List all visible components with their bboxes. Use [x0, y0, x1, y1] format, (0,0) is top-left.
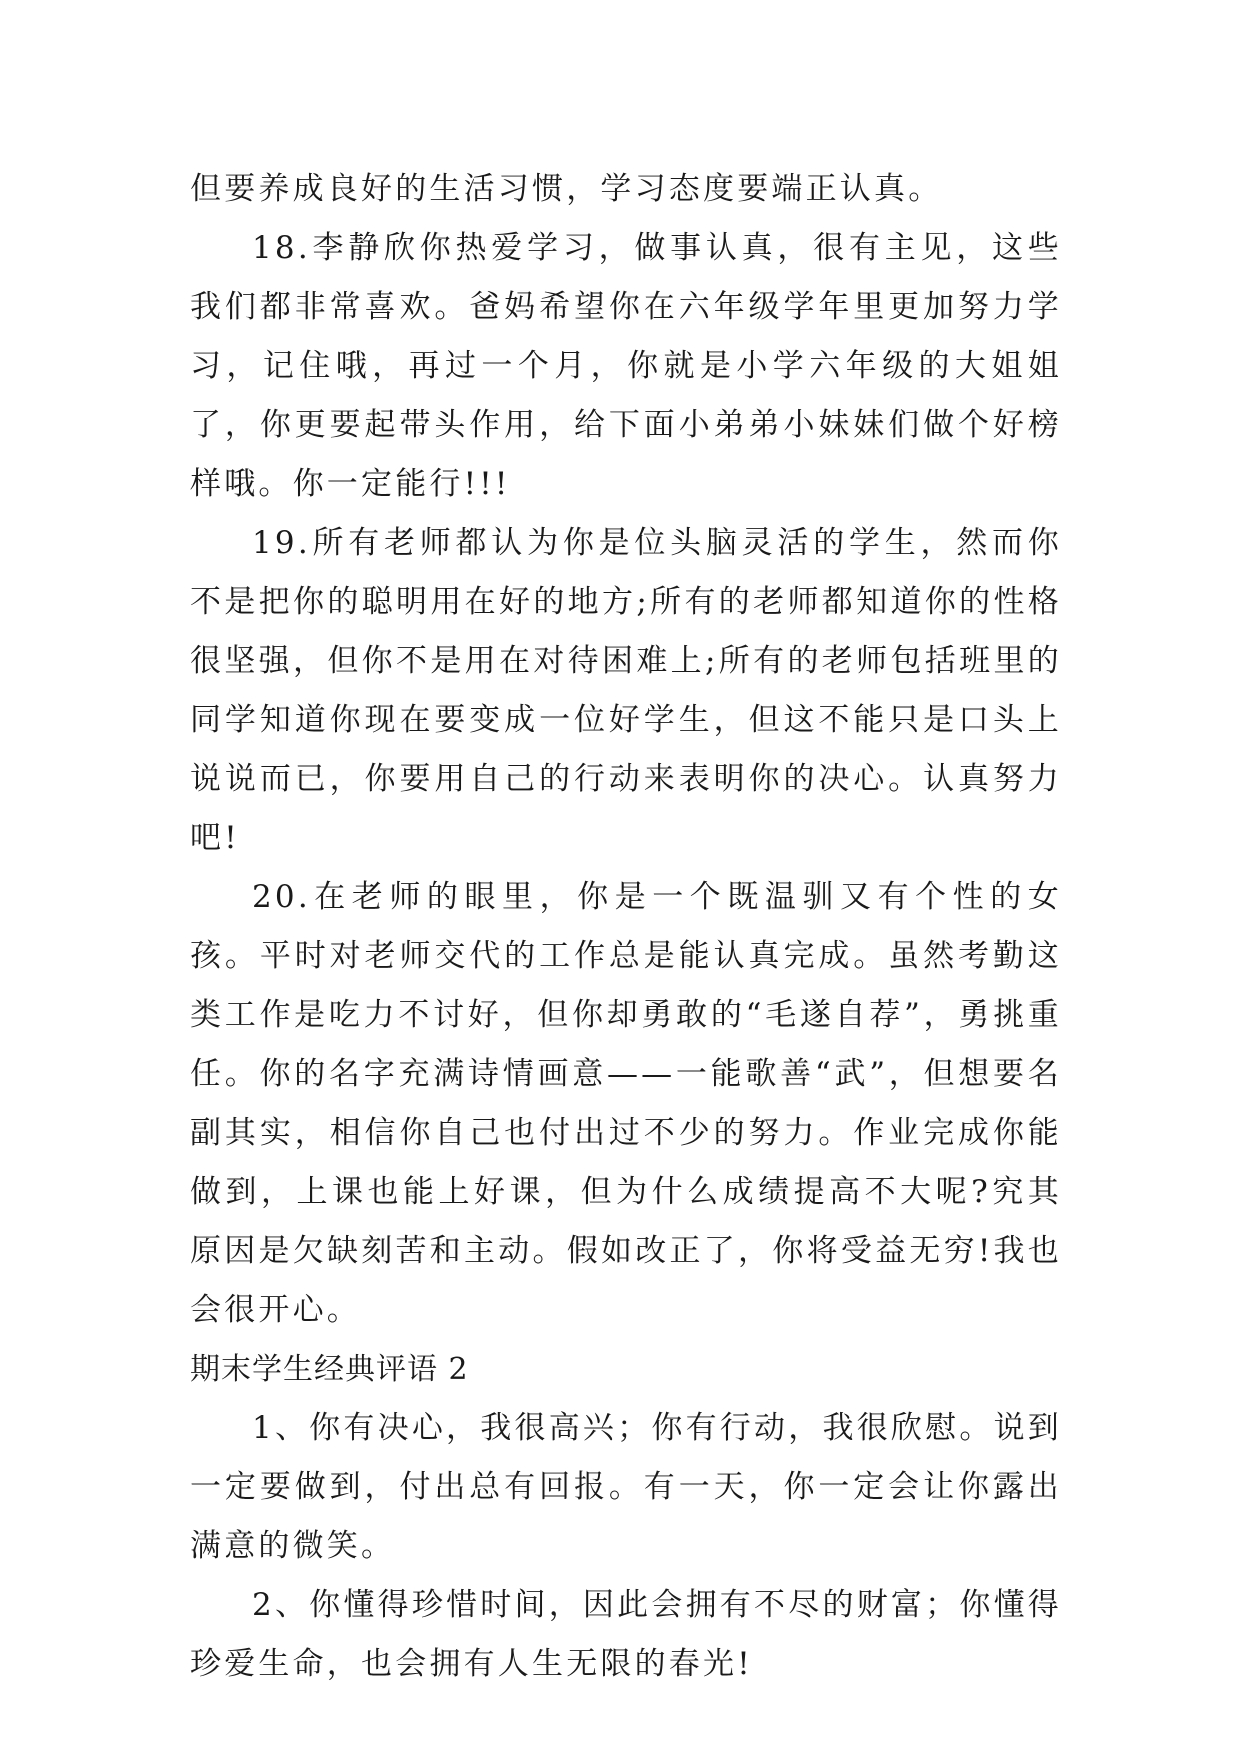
section-heading: 期末学生经典评语 2 — [190, 1352, 469, 1387]
paragraph-comment-1: 1、你有决心，我很高兴；你有行动，我很欣慰。说到一定要做到，付出总有回报。有一天，你一定会让你露出满意的微笑。 — [190, 1410, 1062, 1564]
paragraph-comment-20: 20.在老师的眼里，你是一个既温驯又有个性的女孩。平时对老师交代的工作总是能认真完成。虽然考勤这类工作是吃力不讨好，但你却勇敢的“毛遂自荐”，勇挑重任。你的名字充满诗情画意——一能歌善“武”，但想要名副其实，相信你自己也付出过不少的努力。作业完成你能做到，上课也能上好课，但为什么成绩提高不大呢?究其原因是欠缺刻苦和主动。假如改正了，你将受益无穷!我也会很开心。 — [190, 879, 1062, 1328]
document-body — [190, 160, 1062, 1694]
paragraph-comment-2: 2、你懂得珍惜时间，因此会拥有不尽的财富；你懂得珍爱生命，也会拥有人生无限的春光! — [190, 1587, 1062, 1682]
paragraph-comment-18: 18.李静欣你热爱学习，做事认真，很有主见，这些我们都非常喜欢。爸妈希望你在六年级学年里更加努力学习，记住哦，再过一个月，你就是小学六年级的大姐姐了，你更要起带头作用，给下面小弟弟小妹妹们做个好榜样哦。你一定能行!!! — [190, 230, 1062, 502]
paragraph-comment-19: 19.所有老师都认为你是位头脑灵活的学生，然而你不是把你的聪明用在好的地方;所有的老师都知道你的性格很坚强，但你不是用在对待困难上;所有的老师包括班里的同学知道你现在要变成一位好学生，但这不能只是口头上说说而已，你要用自己的行动来表明你的决心。认真努力吧! — [190, 525, 1062, 856]
paragraph-continuation: 但要养成良好的生活习惯，学习态度要端正认真。 — [190, 171, 943, 207]
